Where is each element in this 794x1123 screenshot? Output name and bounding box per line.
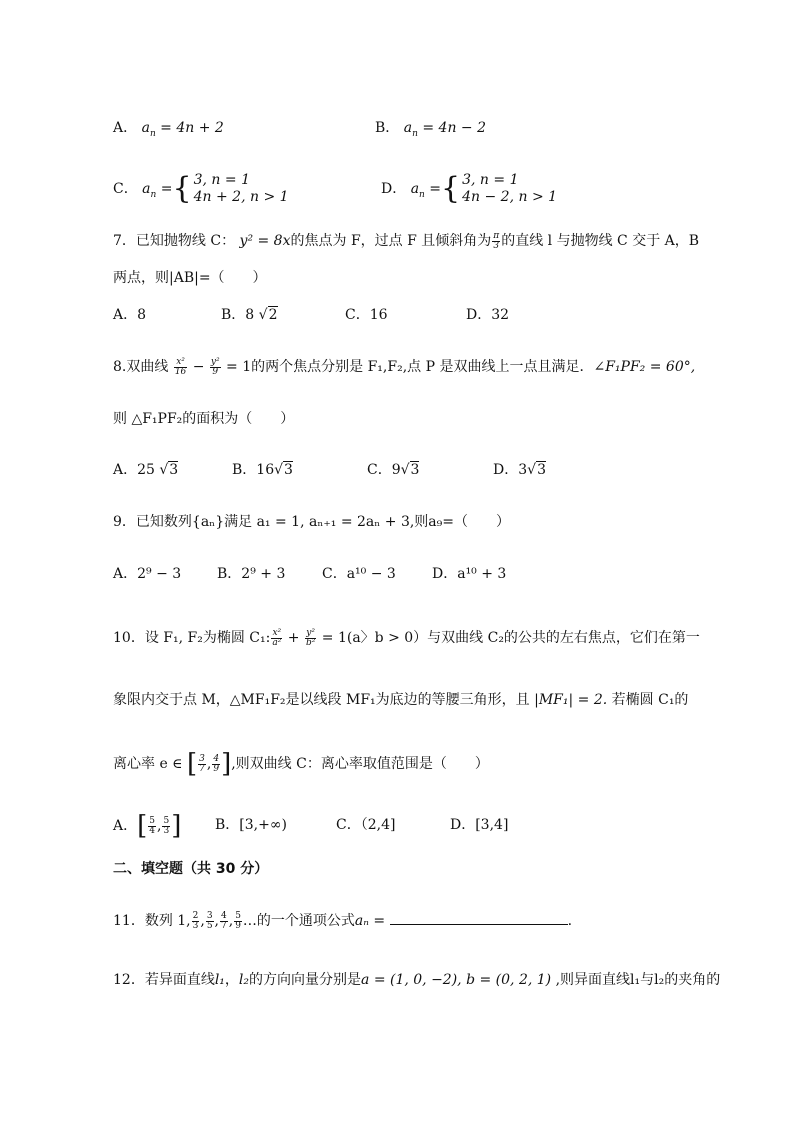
- fraction-denominator: 7: [199, 763, 205, 774]
- fraction-denominator: 7: [221, 920, 227, 931]
- case-1: 3, n = 1: [193, 172, 250, 188]
- fraction-numerator: 3: [199, 753, 205, 764]
- q10-text: 若椭圆 C₁的: [607, 692, 689, 708]
- q11-text: .: [567, 913, 573, 929]
- fraction-denominator: 9: [213, 763, 220, 774]
- q10-text: = 1(a〉b > 0）与双曲线 C₂的公共的左右焦点，它们在第一: [317, 630, 700, 646]
- case-1: 3, n = 1: [462, 172, 519, 188]
- fraction-denominator: 3: [192, 920, 199, 931]
- q10-text: 10．设 F₁, F₂为椭圆 C₁:: [113, 630, 271, 646]
- q10-text: ,则双曲线 C：离心率取值范围是（ ）: [231, 756, 489, 772]
- fraction-denominator: 9: [212, 366, 219, 377]
- operator: =: [368, 913, 390, 929]
- q11-variable: aₙ: [354, 913, 369, 929]
- q8-text: 8.双曲线: [113, 359, 169, 375]
- option-text: B．8: [221, 307, 259, 323]
- q10-stem-line3: 离心率 e ∈ [ $\frac{3}{7}$ , $\frac{4}{9}$ ],则双曲线 C：离心率取值范围是（ ）: [113, 749, 489, 779]
- fraction-numerator: 2: [192, 910, 199, 921]
- q7-option-d: D．32: [466, 307, 510, 323]
- q8-option-d: D．3√3: [493, 462, 546, 478]
- q10-equation: |MF₁| = 2.: [534, 692, 608, 708]
- q12-variable: l₁: [214, 972, 225, 988]
- fraction-numerator: 5: [149, 815, 156, 826]
- q10-option-c: C．（2,4]: [336, 817, 396, 833]
- q10-option-d: D．[3,4]: [450, 817, 509, 833]
- q12-stem: [113, 970, 720, 990]
- case-2: 4n + 2, n > 1: [193, 189, 289, 205]
- q8-stem-line2: 则 △F₁PF₂的面积为（ ）: [113, 411, 295, 427]
- option-label: D．: [381, 181, 407, 197]
- q7-stem-line2: 两点，则|AB|=（ ）: [113, 270, 267, 286]
- q7-option-a: A．8: [113, 307, 147, 323]
- q8-stem: [113, 357, 695, 377]
- fraction-denominator: a²: [272, 637, 282, 648]
- option-text: D．3: [493, 462, 528, 478]
- q6-option-d: D． $a_n$ ={ 3, n = 1 4n − 2, n > 1: [381, 171, 558, 206]
- q7-text: 的直线 l 与抛物线 C 交于 A，B: [501, 233, 700, 249]
- q7-text: 7．已知抛物线 C：: [113, 233, 236, 249]
- fraction-denominator: 3: [493, 240, 500, 251]
- q10-option-a: A．[ $\frac{5}{4}$ , $\frac{5}{3}$ ]: [113, 811, 182, 841]
- radicand: 3: [410, 462, 420, 478]
- q10-text: 离心率 e ∈: [113, 756, 187, 772]
- fraction-numerator: x²: [174, 358, 187, 368]
- fraction-numerator: π: [493, 230, 500, 241]
- q10-option-b: B．[3,+∞): [215, 817, 287, 833]
- option-text: = 4n + 2: [155, 120, 224, 136]
- option-label: B．: [375, 120, 400, 136]
- radicand: 3: [169, 462, 179, 478]
- q8-text: = 1的两个焦点分别是 F₁,F₂,点 P 是双曲线上一点且满足．: [221, 359, 594, 375]
- q11-text: 11．数列 1,: [113, 913, 191, 929]
- q9-stem: 9．已知数列{aₙ}满足 a₁ = 1, aₙ₊₁ = 2aₙ + 3,则a₉=（ ）: [113, 514, 510, 530]
- fraction-numerator: y²: [306, 627, 315, 638]
- q11-stem: 11．数列 1, $\frac{2}{3}$ , $\frac{3}{5}$ , $\frac{4}{7}$ , $\frac{5}{9}$ …的一个通项公式aₙ = .: [113, 910, 573, 931]
- q9-option-a: A．2⁹ − 3: [113, 566, 182, 582]
- fraction-denominator: 9: [235, 920, 241, 931]
- q12-text: ，: [224, 972, 239, 988]
- operator: −: [188, 359, 209, 375]
- q9-option-d: D．a¹⁰ + 3: [432, 566, 507, 582]
- q11-text: …的一个通项公式: [242, 913, 355, 929]
- fraction-numerator: y²: [210, 356, 220, 367]
- q9-option-b: B．2⁹ + 3: [217, 566, 286, 582]
- q12-variable: l₂: [238, 972, 250, 988]
- q7-option-c: C．16: [345, 307, 388, 323]
- fraction-denominator: 16: [174, 366, 187, 377]
- case-2: 4n − 2, n > 1: [462, 189, 558, 205]
- option-text: = 4n − 2: [417, 120, 486, 136]
- q12-text: l₁与l₂的夹角的: [630, 972, 721, 988]
- operator: +: [283, 630, 304, 646]
- q9-option-c: C．a¹⁰ − 3: [322, 566, 396, 582]
- option-label: A．: [113, 818, 138, 834]
- q6-option-b: B． $a_n = 4n - 2$: [375, 120, 486, 139]
- fraction-denominator: 5: [206, 920, 213, 931]
- fraction-denominator: 3: [163, 825, 170, 836]
- radicand: 3: [284, 462, 293, 478]
- q6-option-a: A． $a_n = 4n + 2$: [113, 120, 224, 139]
- q12-vector-a: a = (1, 0, −2),: [361, 972, 467, 988]
- radicand: 2: [268, 307, 278, 323]
- option-text: C．9: [367, 462, 401, 478]
- fraction-denominator: b²: [305, 637, 316, 648]
- option-label: A．: [113, 120, 138, 136]
- q7-equation: y² = 8x: [239, 233, 291, 249]
- q10-stem-line2: [113, 690, 688, 710]
- q8-option-b: B．16√3: [232, 462, 293, 478]
- answer-blank[interactable]: [390, 910, 568, 925]
- q7-stem: [113, 231, 699, 251]
- fraction-numerator: 5: [235, 910, 241, 921]
- fraction-numerator: x²: [272, 627, 282, 638]
- q10-text: 象限内交于点 M，△MF₁F₂是以线段 MF₁为底边的等腰三角形，且: [113, 692, 535, 708]
- q12-text: ,则异面直线: [551, 972, 631, 988]
- option-label: C．: [113, 181, 138, 197]
- radicand: 3: [537, 462, 546, 478]
- q7-text: 的焦点为 F，过点 F 且倾斜角为: [290, 233, 492, 249]
- section-heading: 二、填空题（共 30 分）: [113, 861, 269, 877]
- fraction-numerator: 4: [213, 753, 220, 764]
- q8-option-c: C．9√3: [367, 462, 420, 478]
- q12-vector-b: b = (0, 2, 1): [466, 972, 552, 988]
- option-text: A．25: [113, 462, 160, 478]
- q12-text: 12．若异面直线: [113, 972, 215, 988]
- q8-option-a: A．25 √3: [113, 462, 179, 478]
- fraction-numerator: 3: [206, 910, 213, 921]
- fraction-numerator: 4: [221, 910, 227, 921]
- q12-text: 的方向向量分别是: [249, 972, 362, 988]
- fraction-denominator: 4: [149, 825, 156, 836]
- fraction-numerator: 5: [163, 815, 170, 826]
- q7-option-b: B．8 √2: [221, 307, 278, 323]
- q10-stem: [113, 628, 700, 648]
- q6-option-c: C． $a_n$ ={ 3, n = 1 4n + 2, n > 1: [113, 171, 289, 206]
- option-text: B．16: [232, 462, 275, 478]
- q8-angle: ∠F₁PF₂ = 60°,: [593, 359, 696, 375]
